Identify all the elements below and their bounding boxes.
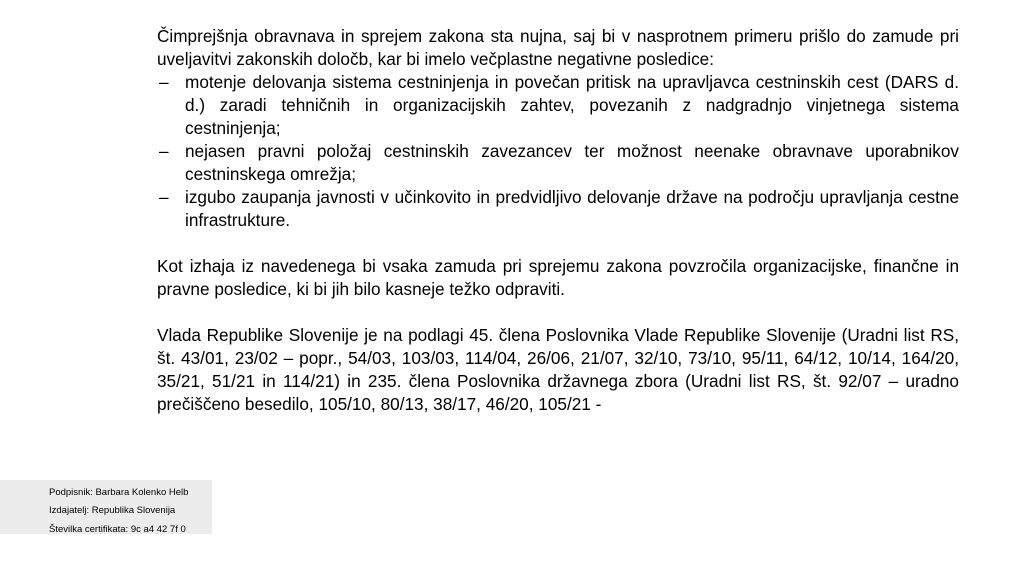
list-item-text: nejasen pravni položaj cestninskih zavezancev ter možnost neenake obravnave uporabnikov cestninskega omrežja; <box>185 141 959 184</box>
document-body <box>157 25 959 416</box>
paragraph-spacer <box>157 301 959 324</box>
list-item <box>157 186 959 232</box>
paragraph-spacer <box>157 232 959 255</box>
certificate-line: Številka certifikata: 9c a4 42 7f 0 <box>49 524 186 535</box>
list-item <box>157 140 959 186</box>
consequences-list <box>157 71 959 232</box>
bullet-dash: – <box>159 141 169 161</box>
bullet-dash: – <box>159 187 169 207</box>
intro-paragraph: Čimprejšnja obravnava in sprejem zakona sta nujna, saj bi v nasprotnem primeru prišlo do zamude pri uveljavitvi zakonskih določb, kar bi imelo večplastne negativne posledice: <box>157 26 959 69</box>
list-item <box>157 71 959 140</box>
legal-basis-paragraph: Vlada Republike Slovenije je na podlagi 45. člena Poslovnika Vlade Republike Slovenije (Uradni list RS, št. 43/01, 23/02 – popr., 54/03, 103/03, 114/04, 26/06, 21/07, 32/10, 73/10, 95/11, 64/12, 10/14, 164/20, 35/21, 51/21 in 114/21) in 235. člena Poslovnika državnega zbora (Uradni list RS, št. 92/07 – uradno prečiščeno besedilo, 105/10, 80/13, 38/17, 46/20, 105/21 - <box>157 325 959 414</box>
electronic-signature-stamp <box>0 480 212 534</box>
list-item-text: izgubo zaupanja javnosti v učinkovito in predvidljivo delovanje države na področju upravljanja cestne infrastrukture. <box>185 187 959 230</box>
bullet-dash: – <box>159 72 169 92</box>
signer-line: Podpisnik: Barbara Kolenko Helb <box>49 487 189 498</box>
list-item-text: motenje delovanja sistema cestninjenja in povečan pritisk na upravljavca cestninskih cest (DARS d. d.) zaradi tehničnih in organizacijskih zahtev, povezanih z nadgradnjo vinjetnega sistema cestninjenja; <box>185 72 959 138</box>
issuer-line: Izdajatelj: Republika Slovenija <box>49 505 176 516</box>
summary-paragraph: Kot izhaja iz navedenega bi vsaka zamuda pri sprejemu zakona povzročila organizacijske, finančne in pravne posledice, ki bi jih bilo kasneje težko odpraviti. <box>157 256 959 299</box>
